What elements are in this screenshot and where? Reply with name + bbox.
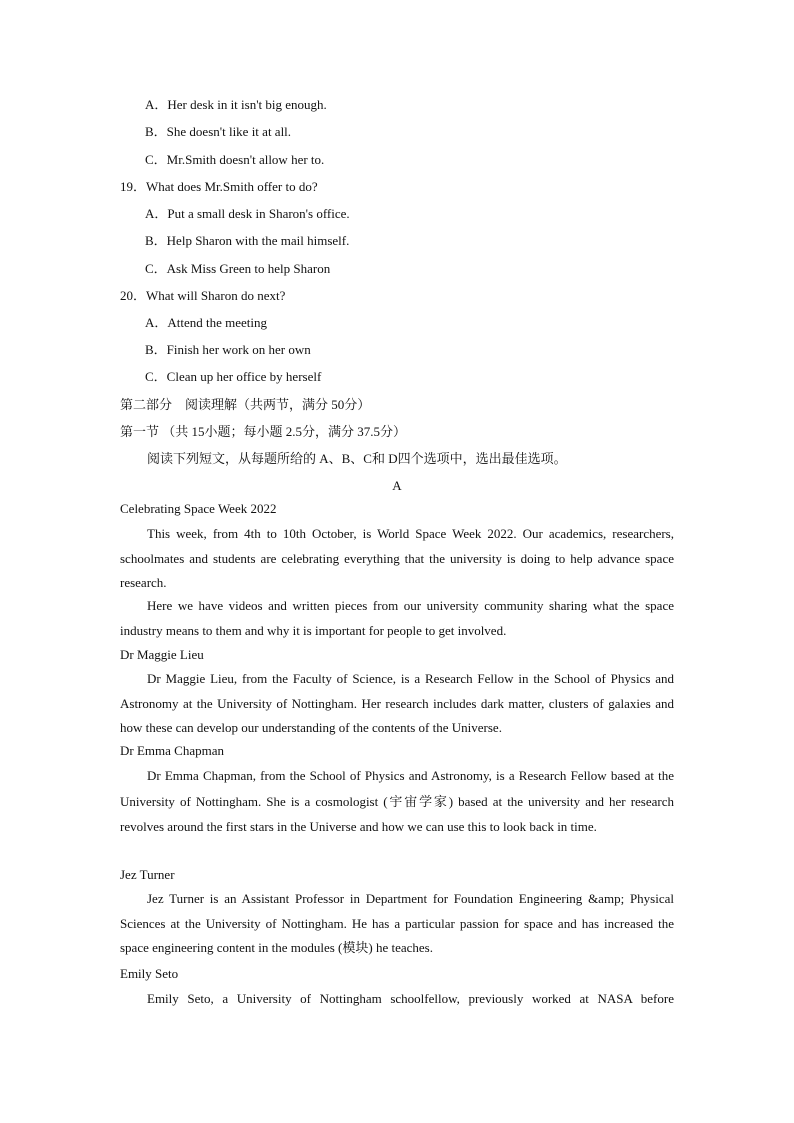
q20-option-a: A．Attend the meeting <box>145 315 268 330</box>
part-title: 第二部分 阅读理解（共两节，满分 50分） <box>120 397 371 412</box>
intro-paragraph-2: Here we have videos and written pieces from our university community sharing what the space industry means to them and why it is important for people to get involved. <box>120 598 674 638</box>
q19-option-c: C．Ask Miss Green to help Sharon <box>145 261 331 276</box>
passage-title: Celebrating Space Week 2022 <box>120 501 277 516</box>
q20-question: 20．What will Sharon do next? <box>120 288 286 303</box>
person-bio-maggie-lieu: Dr Maggie Lieu, from the Faculty of Science, is a Research Fellow in the School of Physics and Astronomy at the University of Nottingham. Her research includes dark matter, clusters of galaxies and how these can develop our understanding of the contents of the Universe. <box>120 671 674 735</box>
person-name-emma-chapman: Dr Emma Chapman <box>120 743 224 758</box>
person-bio-emma-chapman: Dr Emma Chapman, from the School of Physics and Astronomy, is a Research Fellow based at the University of Nottingham. She is a cosmologist (宇宙学家) based at the university and her research revolves around the first stars in the Universe and how we can use this to look back in time. <box>120 768 674 834</box>
person-bio-jez-turner: Jez Turner is an Assistant Professor in Department for Foundation Engineering &amp; Physical Sciences at the University of Nottingham. He has a particular passion for space and has increased the space engineering content in the modules (模块) he teaches. <box>120 891 674 955</box>
q18-option-c: C．Mr.Smith doesn't allow her to. <box>145 152 325 167</box>
person-bio-emily-seto: Emily Seto, a University of Nottingham schoolfellow, previously worked at NASA before <box>147 991 674 1006</box>
q19-option-a: A．Put a small desk in Sharon's office. <box>145 206 350 221</box>
person-name-emily-seto: Emily Seto <box>120 966 179 981</box>
q19-question: 19．What does Mr.Smith offer to do? <box>120 179 318 194</box>
instruction: 阅读下列短文，从每题所给的 A、B、C和 D四个选项中，选出最佳选项。 <box>147 451 567 466</box>
intro-paragraph-1: This week, from 4th to 10th October, is World Space Week 2022. Our academics, researchers, schoolmates and students are celebrating everything that the university is doing to help advance space research. <box>120 526 674 590</box>
q19-option-b: B．Help Sharon with the mail himself. <box>145 233 350 248</box>
person-name-jez-turner: Jez Turner <box>120 867 175 882</box>
q18-option-a: A．Her desk in it isn't big enough. <box>145 97 327 112</box>
q20-option-c: C．Clean up her office by herself <box>145 369 322 384</box>
q20-option-b: B．Finish her work on her own <box>145 342 311 357</box>
section-title: 第一节 （共 15小题；每小题 2.5分，满分 37.5分） <box>120 424 407 439</box>
q18-option-b: B．She doesn't like it at all. <box>145 124 292 139</box>
person-name-maggie-lieu: Dr Maggie Lieu <box>120 647 204 662</box>
passage-letter: A <box>392 478 402 493</box>
